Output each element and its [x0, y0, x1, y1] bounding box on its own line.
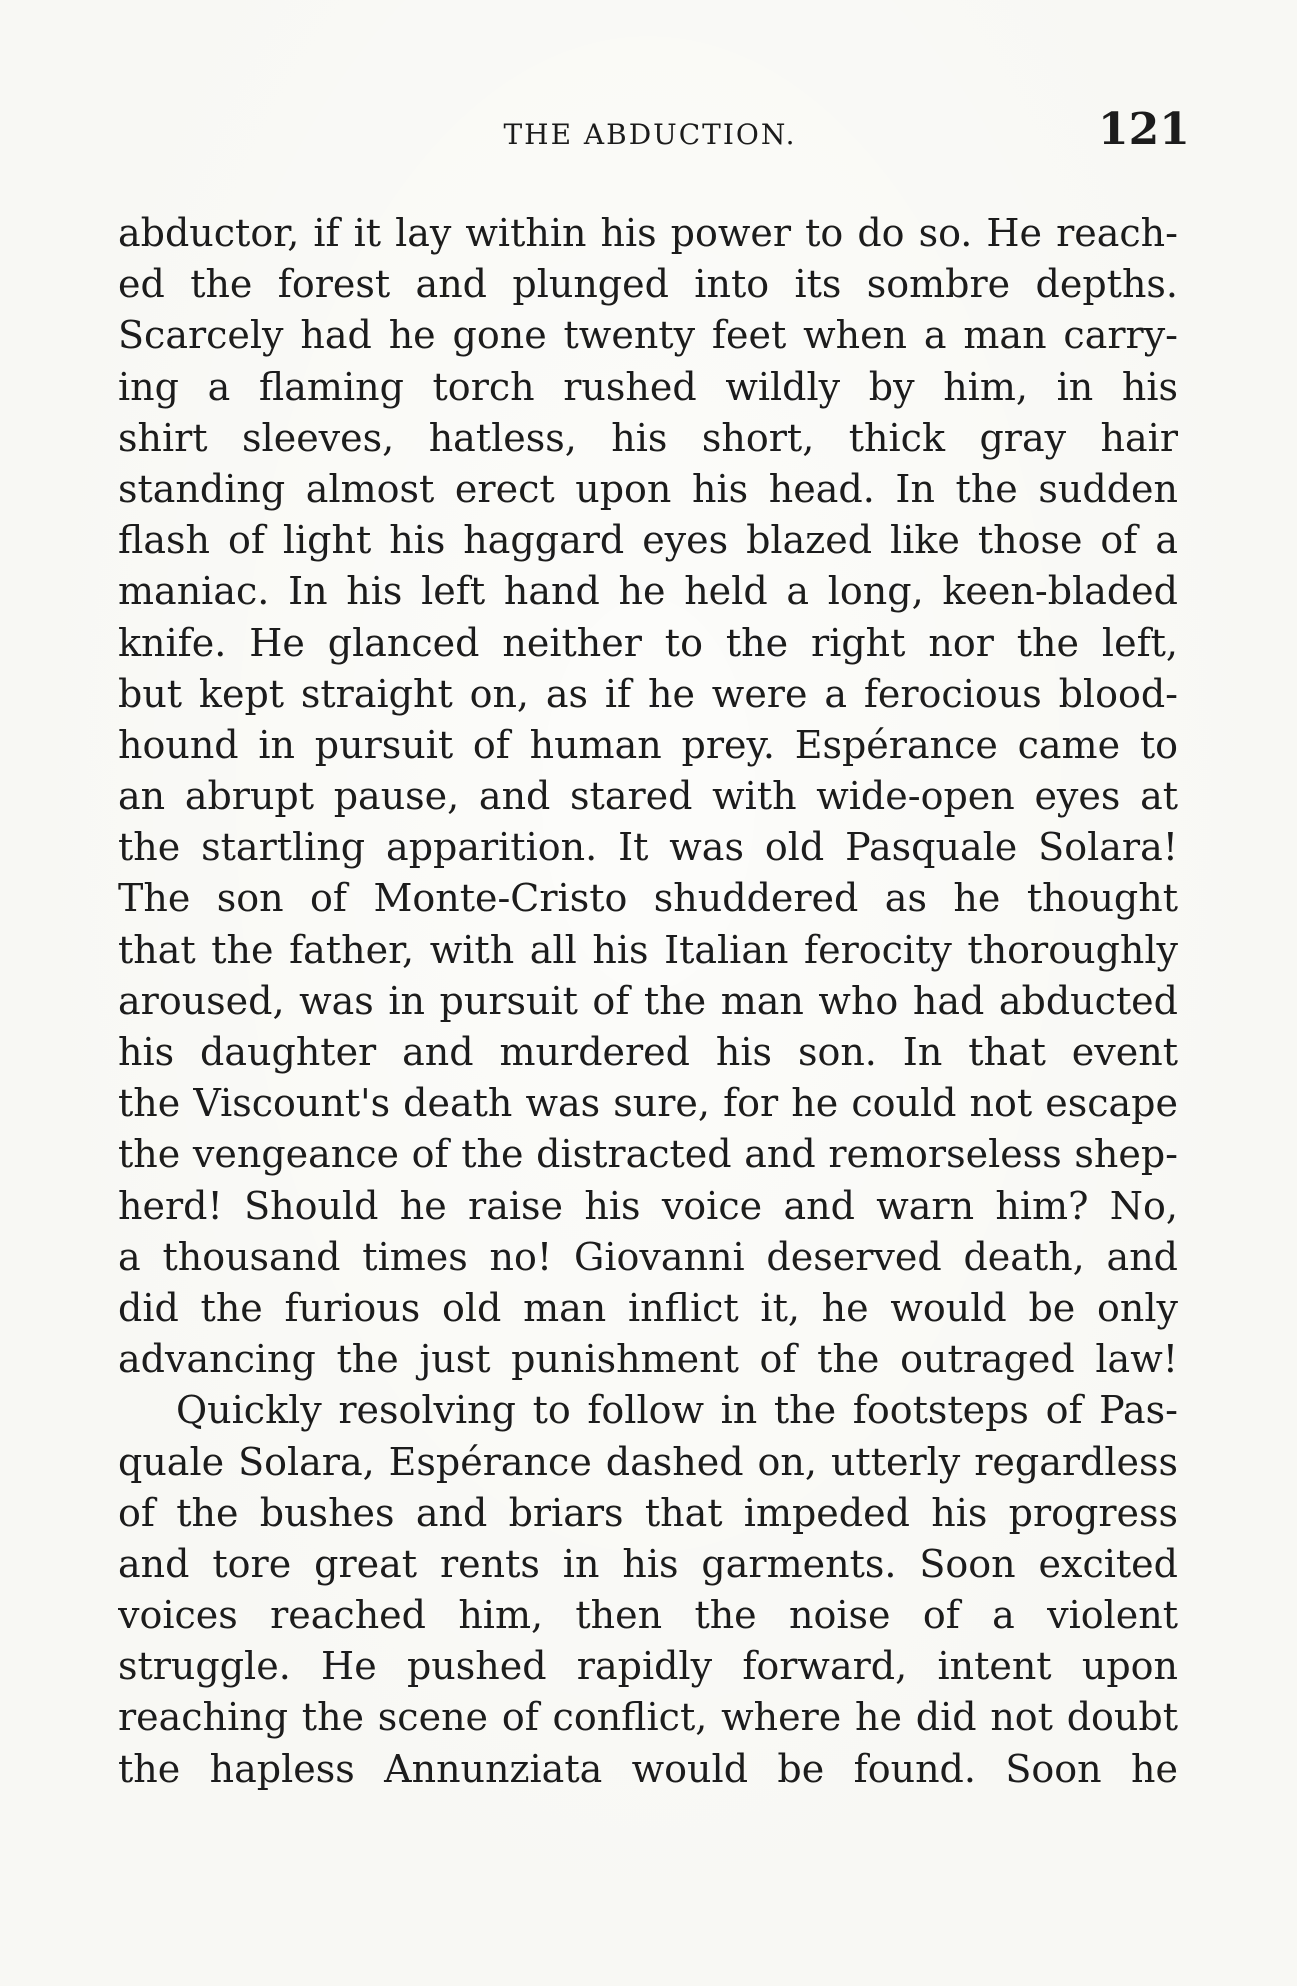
text-line: ed the forest and plunged into its sombre depths. — [118, 262, 1178, 307]
text-line: the Viscount's death was sure, for he could not escape — [118, 1081, 1178, 1126]
text-line: did the furious old man inflict it, he would be only — [118, 1285, 1178, 1330]
text-line: quale Solara, Espérance dashed on, utterly regardless — [118, 1439, 1178, 1484]
text-line: but kept straight on, as if he were a ferocious blood- — [118, 671, 1178, 716]
text-line: the hapless Annunziata would be found. Soon he — [118, 1746, 1178, 1791]
text-line: an abrupt pause, and stared with wide-open eyes at — [118, 774, 1178, 819]
text-line: ing a flaming torch rushed wildly by him, in his — [118, 364, 1178, 409]
running-title: THE ABDUCTION. — [503, 118, 797, 151]
text-line: hound in pursuit of human prey. Espérance came to — [118, 722, 1178, 767]
text-line: maniac. In his left hand he held a long, keen-bladed — [118, 569, 1178, 614]
text-line: knife. He glanced neither to the right nor the left, — [118, 620, 1178, 665]
text-line: that the father, with all his Italian ferocity thoroughly — [118, 927, 1178, 972]
text-line: and tore great rents in his garments. Soon excited — [118, 1541, 1178, 1586]
text-line: a thousand times no! Giovanni deserved death, and — [118, 1234, 1178, 1279]
text-line: standing almost erect upon his head. In the sudden — [118, 466, 1178, 511]
text-line: advancing the just punishment of the outraged law! — [118, 1337, 1178, 1382]
text-line: reaching the scene of conflict, where he did not doubt — [118, 1695, 1178, 1740]
text-line: abductor, if it lay within his power to do so. He reach- — [118, 211, 1178, 255]
paragraph-start-line: Quickly resolving to follow in the footsteps of Pas- — [176, 1388, 1178, 1433]
text-line: herd! Should he raise his voice and warn him? No, — [118, 1183, 1178, 1228]
page-number: 121 — [1098, 104, 1190, 155]
text-line: his daughter and murdered his son. In that event — [118, 1030, 1178, 1074]
text-line: the vengeance of the distracted and remorseless shep- — [118, 1132, 1178, 1177]
text-line: struggle. He pushed rapidly forward, intent upon — [118, 1644, 1178, 1689]
text-line: the startling apparition. It was old Pasquale Solara! — [118, 825, 1178, 870]
text-line: of the bushes and briars that impeded his progress — [118, 1490, 1178, 1535]
text-line: Scarcely had he gone twenty feet when a man carry- — [118, 313, 1178, 358]
text-line: voices reached him, then the noise of a violent — [118, 1593, 1178, 1638]
text-line: flash of light his haggard eyes blazed like those of a — [118, 518, 1178, 563]
text-line: aroused, was in pursuit of the man who had abducted — [118, 978, 1178, 1023]
body-text — [118, 208, 1178, 1795]
text-line: shirt sleeves, hatless, his short, thick gray hair — [118, 415, 1178, 460]
text-line: The son of Monte-Cristo shuddered as he thought — [118, 876, 1178, 921]
